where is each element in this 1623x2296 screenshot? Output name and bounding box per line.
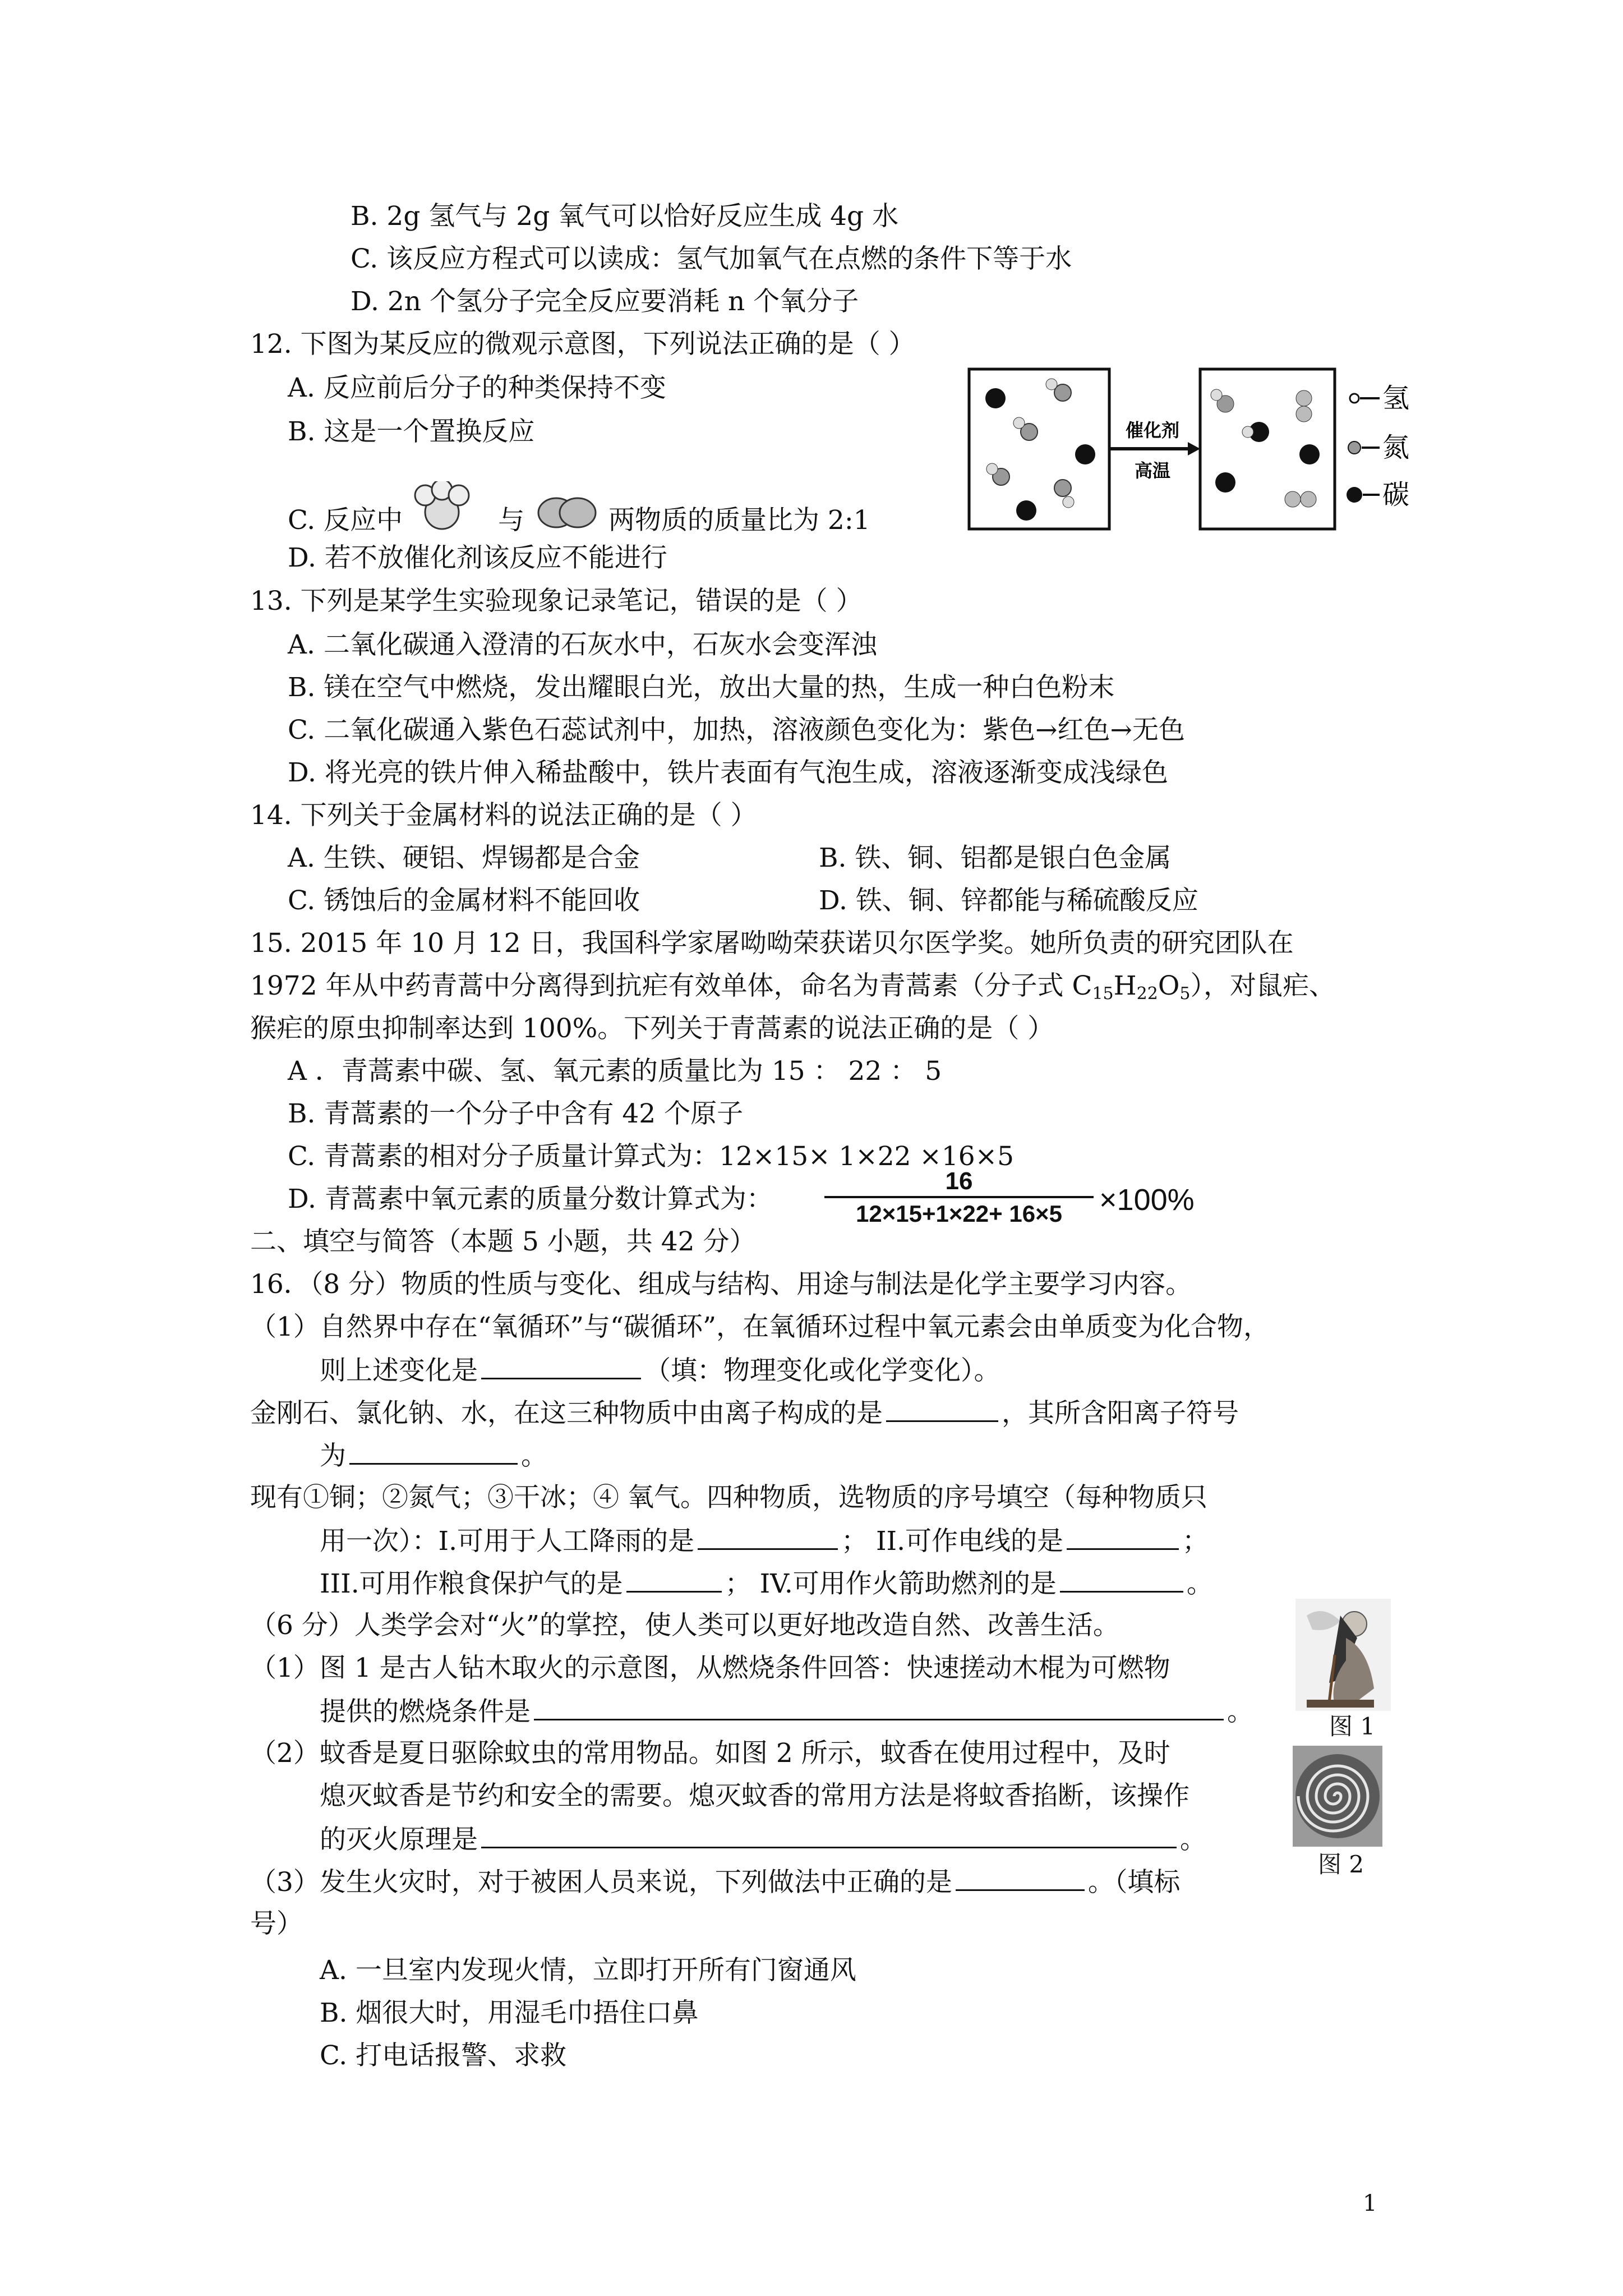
answer-blank[interactable]: [956, 1865, 1085, 1891]
q16-part3-line2: 用一次）：I.可用于人工降雨的是 ； II.可作电线的是 ；: [320, 1524, 1209, 1558]
q15-fraction: [824, 1167, 1195, 1230]
legend-nitrogen-icon: [1348, 441, 1361, 454]
q12-option-c-mid: 与: [498, 505, 525, 536]
legend-label-carbon: 碳: [1382, 479, 1410, 510]
q13-stem: 13. 下列是某学生实验现象记录笔记，错误的是（ ）: [250, 586, 863, 616]
q11-option-d: D. 2n 个氢分子完全反应要消耗 n 个氧分子: [351, 286, 859, 317]
answer-blank[interactable]: [886, 1396, 998, 1422]
q11-option-c: C. 该反应方程式可以读成：氢气加氧气在点燃的条件下等于水: [351, 243, 1072, 274]
molecule-nh3-icon: [411, 481, 473, 535]
q16-stem: 16．（8 分）物质的性质与变化、组成与结构、用途与制法是化学主要学习内容。: [250, 1269, 1192, 1300]
answer-blank[interactable]: [481, 1822, 1177, 1848]
q14-option-d: D. 铁、铜、锌都能与稀硫酸反应: [819, 885, 1198, 916]
fire-drilling-figure: [1295, 1599, 1391, 1711]
q15-line1: 15. 2015 年 10 月 12 日，我国科学家屠呦呦荣获诺贝尔医学奖。她所负责的研究团队在: [250, 928, 1294, 959]
q17-part1-line2: 提供的燃烧条件是 。: [320, 1694, 1253, 1729]
answer-blank[interactable]: [481, 1353, 641, 1379]
arrow-top-label: 催化剂: [1125, 420, 1180, 440]
answer-blank[interactable]: [534, 1694, 1224, 1720]
q16-part3-line3: III.可用作粮食保护气的是 ； IV.可用作火箭助燃剂的是 。: [320, 1566, 1213, 1601]
q14-option-a: A. 生铁、硬铝、焊锡都是合金: [288, 843, 640, 873]
arrow-bottom-label: 高温: [1134, 461, 1171, 481]
q12-option-a: A. 反应前后分子的种类保持不变: [288, 372, 666, 403]
q14-option-c: C. 锈蚀后的金属材料不能回收: [288, 885, 640, 916]
q17-part2-line2: 熄灭蚊香是节约和安全的需要。熄灭蚊香的常用方法是将蚊香掐断，该操作: [320, 1780, 1189, 1811]
q16-part1-line1: （1）自然界中存在“氧循环”与“碳循环”，在氧循环过程中氧元素会由单质变为化合物，: [250, 1312, 1270, 1342]
answer-blank[interactable]: [349, 1438, 518, 1465]
q12-option-d: D. 若不放催化剂该反应不能进行: [288, 542, 667, 573]
answer-blank[interactable]: [698, 1524, 838, 1550]
q13-option-c: C. 二氧化碳通入紫色石蕊试剂中，加热，溶液颜色变化为：紫色→红色→无色: [288, 715, 1185, 746]
q15-option-c: C. 青蒿素的相对分子质量计算式为：12×15× 1×22 ×16×5: [288, 1141, 1014, 1172]
q17-part2-line3: 的灭火原理是 。: [320, 1822, 1206, 1857]
answer-blank[interactable]: [1060, 1566, 1183, 1593]
q17-option-b: B. 烟很大时，用湿毛巾捂住口鼻: [320, 1998, 699, 2028]
q11-option-b: B. 2g 氢气与 2g 氧气可以恰好反应生成 4g 水: [351, 201, 899, 232]
q17-option-c: C. 打电话报警、求救: [320, 2040, 567, 2071]
answer-blank[interactable]: [626, 1566, 722, 1593]
legend-label-nitrogen: 氮: [1382, 432, 1410, 463]
q17-part1-line1: （1）图 1 是古人钻木取火的示意图，从燃烧条件回答：快速搓动木棍为可燃物: [250, 1653, 1170, 1683]
q13-option-a: A. 二氧化碳通入澄清的石灰水中，石灰水会变浑浊: [288, 629, 877, 660]
q12-option-c-prefix: C. 反应中: [288, 505, 403, 536]
q16-part3-line1: 现有①铜；②氮气；③干冰；④ 氧气。四种物质，选物质的序号填空（每种物质只: [250, 1482, 1207, 1513]
q17-stem: （6 分）人类学会对“火”的掌控，使人类可以更好地改造自然、改善生活。: [250, 1610, 1119, 1641]
fraction-factor: ×100%: [1099, 1183, 1195, 1217]
legend-label-hydrogen: 氢: [1382, 383, 1410, 414]
page-number: 1: [1363, 2191, 1377, 2216]
q15-option-d: D. 青蒿素中氧元素的质量分数计算式为：: [288, 1184, 773, 1214]
q12-option-c-suffix: 两物质的质量比为 2:1: [608, 505, 870, 536]
q15-option-a: A ．青蒿素中碳、氢、氧元素的质量比为 15 ： 22 ： 5: [288, 1056, 942, 1087]
q15-line3: 猴疟的原虫抑制率达到 100%。下列关于青蒿素的说法正确的是（ ）: [250, 1013, 1054, 1044]
q12-option-c: [288, 481, 870, 537]
legend: [1347, 383, 1409, 510]
q16-part2-line1: 金刚石、氯化钠、水，在这三种物质中由离子构成的是 ，其所含阳离子符号: [250, 1396, 1239, 1430]
molecule-n2-icon: [533, 493, 600, 532]
q16-part1-line2: 则上述变化是 （填：物理变化或化学变化）。: [320, 1353, 1000, 1388]
q12-stem: 12. 下图为某反应的微观示意图，下列说法正确的是（ ）: [250, 329, 915, 360]
q17-part3-line1: （3）发生火灾时，对于被困人员来说，下列做法中正确的是 。（填标: [250, 1865, 1180, 1899]
figure-2-caption: 图 2: [1318, 1851, 1364, 1878]
fraction-numerator: 16: [945, 1167, 973, 1195]
q12-reaction-diagram: [967, 365, 1427, 533]
q14-option-b: B. 铁、铜、铝都是银白色金属: [819, 843, 1172, 873]
legend-hydrogen-icon: [1350, 394, 1359, 403]
mosquito-coil-figure: [1293, 1746, 1382, 1847]
q17-option-a: A. 一旦室内发现火情，立即打开所有门窗通风: [320, 1955, 856, 1986]
q17-part2-line1: （2）蚊香是夏日驱除蚊虫的常用物品。如图 2 所示，蚊香在使用过程中，及时: [250, 1738, 1170, 1769]
q17-part3-line2: 号）: [250, 1908, 303, 1939]
figure-1-caption: 图 1: [1329, 1713, 1376, 1740]
q12-option-b: B. 这是一个置换反应: [288, 416, 535, 447]
q14-stem: 14. 下列关于金属材料的说法正确的是（ ）: [250, 800, 757, 831]
section-2-heading: 二、填空与简答（本题 5 小题，共 42 分）: [250, 1226, 756, 1257]
q13-option-b: B. 镁在空气中燃烧，发出耀眼白光，放出大量的热，生成一种白色粉末: [288, 672, 1115, 703]
q15-option-b: B. 青蒿素的一个分子中含有 42 个原子: [288, 1098, 744, 1129]
q16-part2-line2: 为 。: [320, 1438, 547, 1473]
legend-carbon-icon: [1347, 487, 1362, 503]
answer-blank[interactable]: [1067, 1524, 1179, 1550]
q15-line2: 1972 年从中药青蒿中分离得到抗疟有效单体，命名为青蒿素（分子式 $C_{15}H_{22}O_5$），对鼠疟、: [250, 970, 1335, 1004]
q13-option-d: D. 将光亮的铁片伸入稀盐酸中，铁片表面有气泡生成，溶液逐渐变成浅绿色: [288, 757, 1168, 788]
fraction-denominator: 12×15+1×22+ 16×5: [856, 1200, 1062, 1227]
